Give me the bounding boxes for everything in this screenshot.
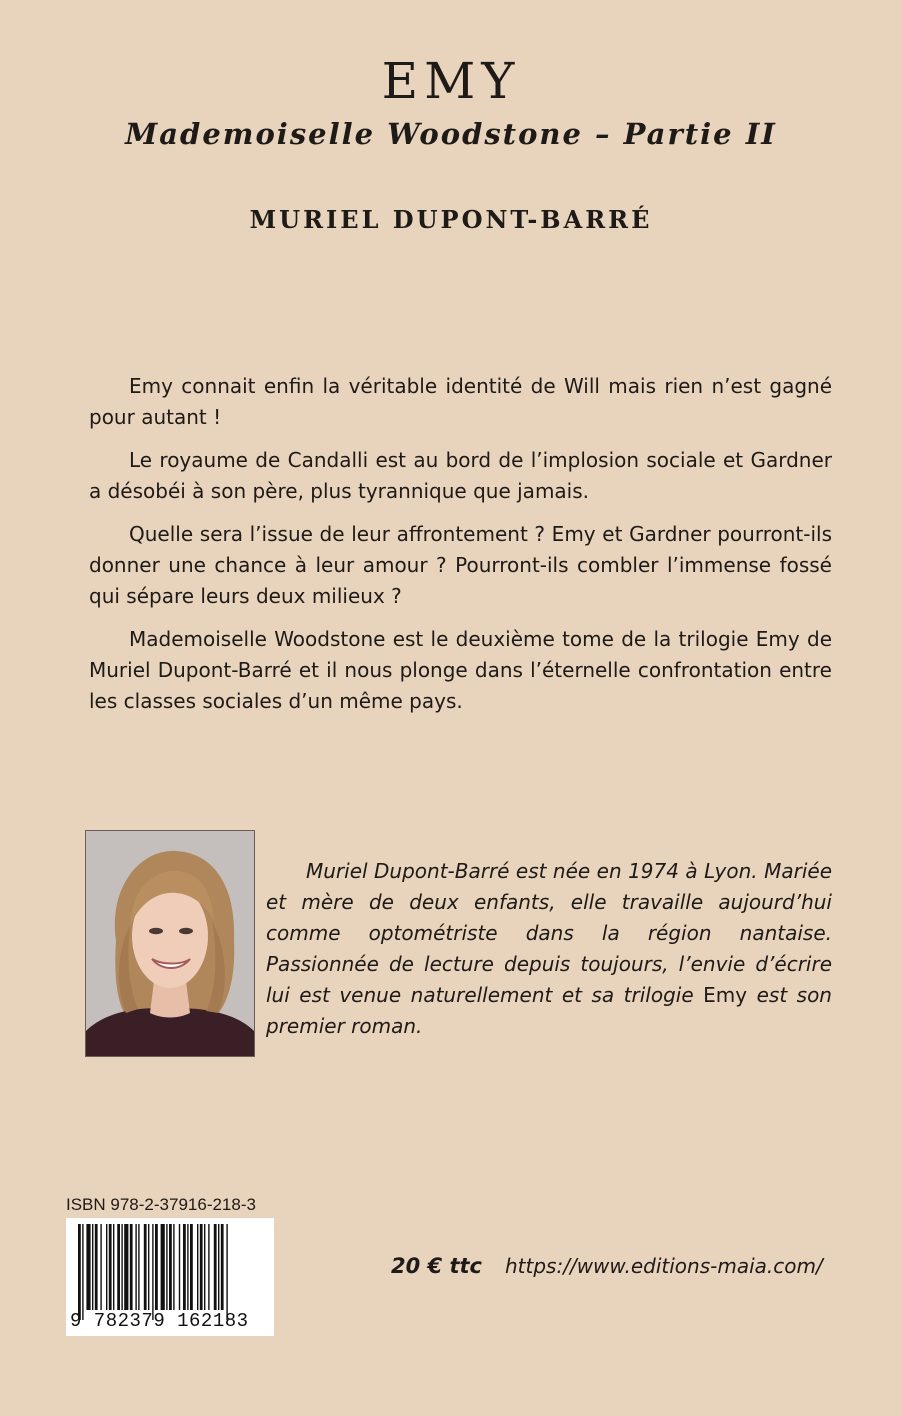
publisher-url[interactable]: https://www.editions-maia.com/: [505, 1254, 823, 1278]
blurb-paragraph: Emy connait enfin la véritable identité de Will mais rien n’est gagné pour autant !: [89, 374, 832, 429]
author-bio: [266, 856, 832, 1042]
bio-text-after: est son premier roman.: [266, 983, 832, 1038]
barcode-digits: 9 782379 162183: [70, 1310, 249, 1332]
bio-book-name: Emy: [703, 983, 748, 1007]
blurb: [89, 371, 832, 729]
bio-text-before: Muriel Dupont-Barré est née en 1974 à Lyon. Mariée et mère de deux enfants, elle travaille aujourd’hui comme optométriste dans la région nantaise. Passionnée de lecture depuis toujours, l’envie d’écrire lui est venue naturellement et sa trilogie: [266, 859, 832, 1007]
author-name: MURIEL DUPONT-BARRÉ: [249, 205, 653, 234]
barcode: [66, 1218, 274, 1336]
book-subtitle: Mademoiselle Woodstone – Partie II: [125, 117, 777, 151]
isbn-label: ISBN 978-2-37916-218-3: [66, 1195, 256, 1214]
book-title: EMY: [381, 52, 521, 110]
blurb-paragraph: Quelle sera l’issue de leur affrontement ? Emy et Gardner pourront-ils donner une chance à leur amour ? Pourront-ils combler l’immense fossé qui sépare leurs deux milieux ?: [89, 522, 832, 608]
author-photo: [85, 830, 255, 1057]
price: 20 € ttc: [391, 1254, 482, 1278]
blurb-paragraph: Le royaume de Candalli est au bord de l’implosion sociale et Gardner a désobéi à son père, plus tyrannique que jamais.: [89, 448, 832, 503]
blurb-paragraph: Mademoiselle Woodstone est le deuxième tome de la trilogie Emy de Muriel Dupont-Barré et il nous plonge dans l’éternelle confrontation entre les classes sociales d’un même pays.: [89, 627, 832, 713]
